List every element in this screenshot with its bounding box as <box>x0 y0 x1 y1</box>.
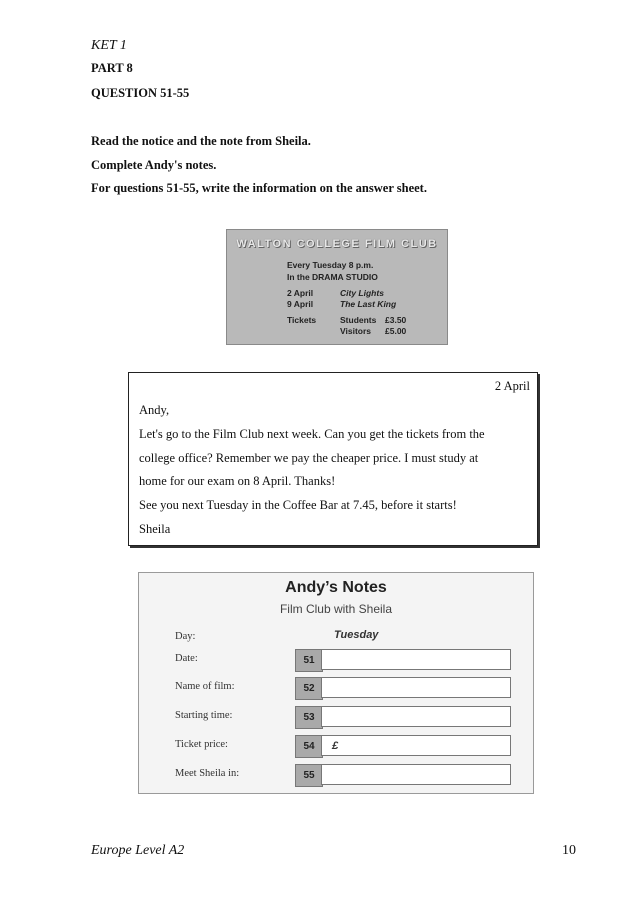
notice-film-title: The Last King <box>340 299 397 309</box>
form-row <box>175 706 515 728</box>
notice-film-date: 2 April <box>287 288 314 298</box>
footer-level: Europe Level A2 <box>91 843 185 858</box>
notice-price: £5.00 <box>385 326 407 336</box>
notice-when: Every Tuesday 8 p.m. <box>287 260 374 270</box>
andys-notes-form <box>138 572 534 794</box>
form-subtitle: Film Club with Sheila <box>279 602 393 616</box>
question-heading: QUESTION 51-55 <box>91 86 190 100</box>
page-number: 10 <box>562 843 576 858</box>
answer-box[interactable] <box>321 649 511 670</box>
notice-price-who: Visitors <box>340 326 372 336</box>
instruction-line: For questions 51-55, write the information on the answer sheet. <box>91 181 427 195</box>
form-row-day <box>175 627 515 649</box>
form-row <box>175 764 515 786</box>
answer-box[interactable] <box>321 677 511 698</box>
answer-box[interactable] <box>321 764 511 785</box>
note-line: home for our exam on 8 April. Thanks! <box>139 474 336 488</box>
form-row <box>175 735 515 757</box>
exam-name: KET 1 <box>91 38 127 53</box>
form-row <box>175 649 515 671</box>
note-date: 2 April <box>494 379 530 393</box>
note-line: See you next Tuesday in the Coffee Bar at 7.45, before it starts! <box>139 498 457 512</box>
form-row <box>175 677 515 699</box>
note-signature: Sheila <box>139 522 171 536</box>
question-number: 54 <box>295 735 323 758</box>
notice-tickets-label: Tickets <box>287 315 317 325</box>
notice-price: £3.50 <box>385 315 407 325</box>
instruction-line: Complete Andy's notes. <box>91 158 217 172</box>
film-club-notice <box>226 229 448 345</box>
field-label: Date: <box>175 653 198 664</box>
note-line: Let's go to the Film Club next week. Can you get the tickets from the <box>139 427 485 441</box>
answer-box[interactable]: £ <box>321 735 511 756</box>
question-number: 55 <box>295 764 323 787</box>
field-label: Starting time: <box>175 710 233 721</box>
notice-price-who: Students <box>340 315 377 325</box>
note-line: college office? Remember we pay the cheaper price. I must study at <box>139 451 479 465</box>
field-label: Ticket price: <box>175 739 228 750</box>
question-number: 53 <box>295 706 323 729</box>
notice-film-date: 9 April <box>287 299 314 309</box>
answer-box[interactable] <box>321 706 511 727</box>
notice-title: WALTON COLLEGE FILM CLUB <box>236 238 438 250</box>
field-label: Name of film: <box>175 681 235 692</box>
instruction-line: Read the notice and the note from Sheila. <box>91 134 311 148</box>
field-label: Meet Sheila in: <box>175 768 240 779</box>
day-value: Tuesday <box>334 629 379 641</box>
notice-film-title: City Lights <box>340 288 384 298</box>
form-title: Andy’s Notes <box>285 579 387 596</box>
question-number: 52 <box>295 677 323 700</box>
notice-where: In the DRAMA STUDIO <box>287 272 378 282</box>
part-heading: PART 8 <box>91 61 133 75</box>
question-number: 51 <box>295 649 323 672</box>
field-label: Day: <box>175 631 196 642</box>
sheila-note <box>128 372 538 546</box>
note-line: Andy, <box>139 403 170 417</box>
